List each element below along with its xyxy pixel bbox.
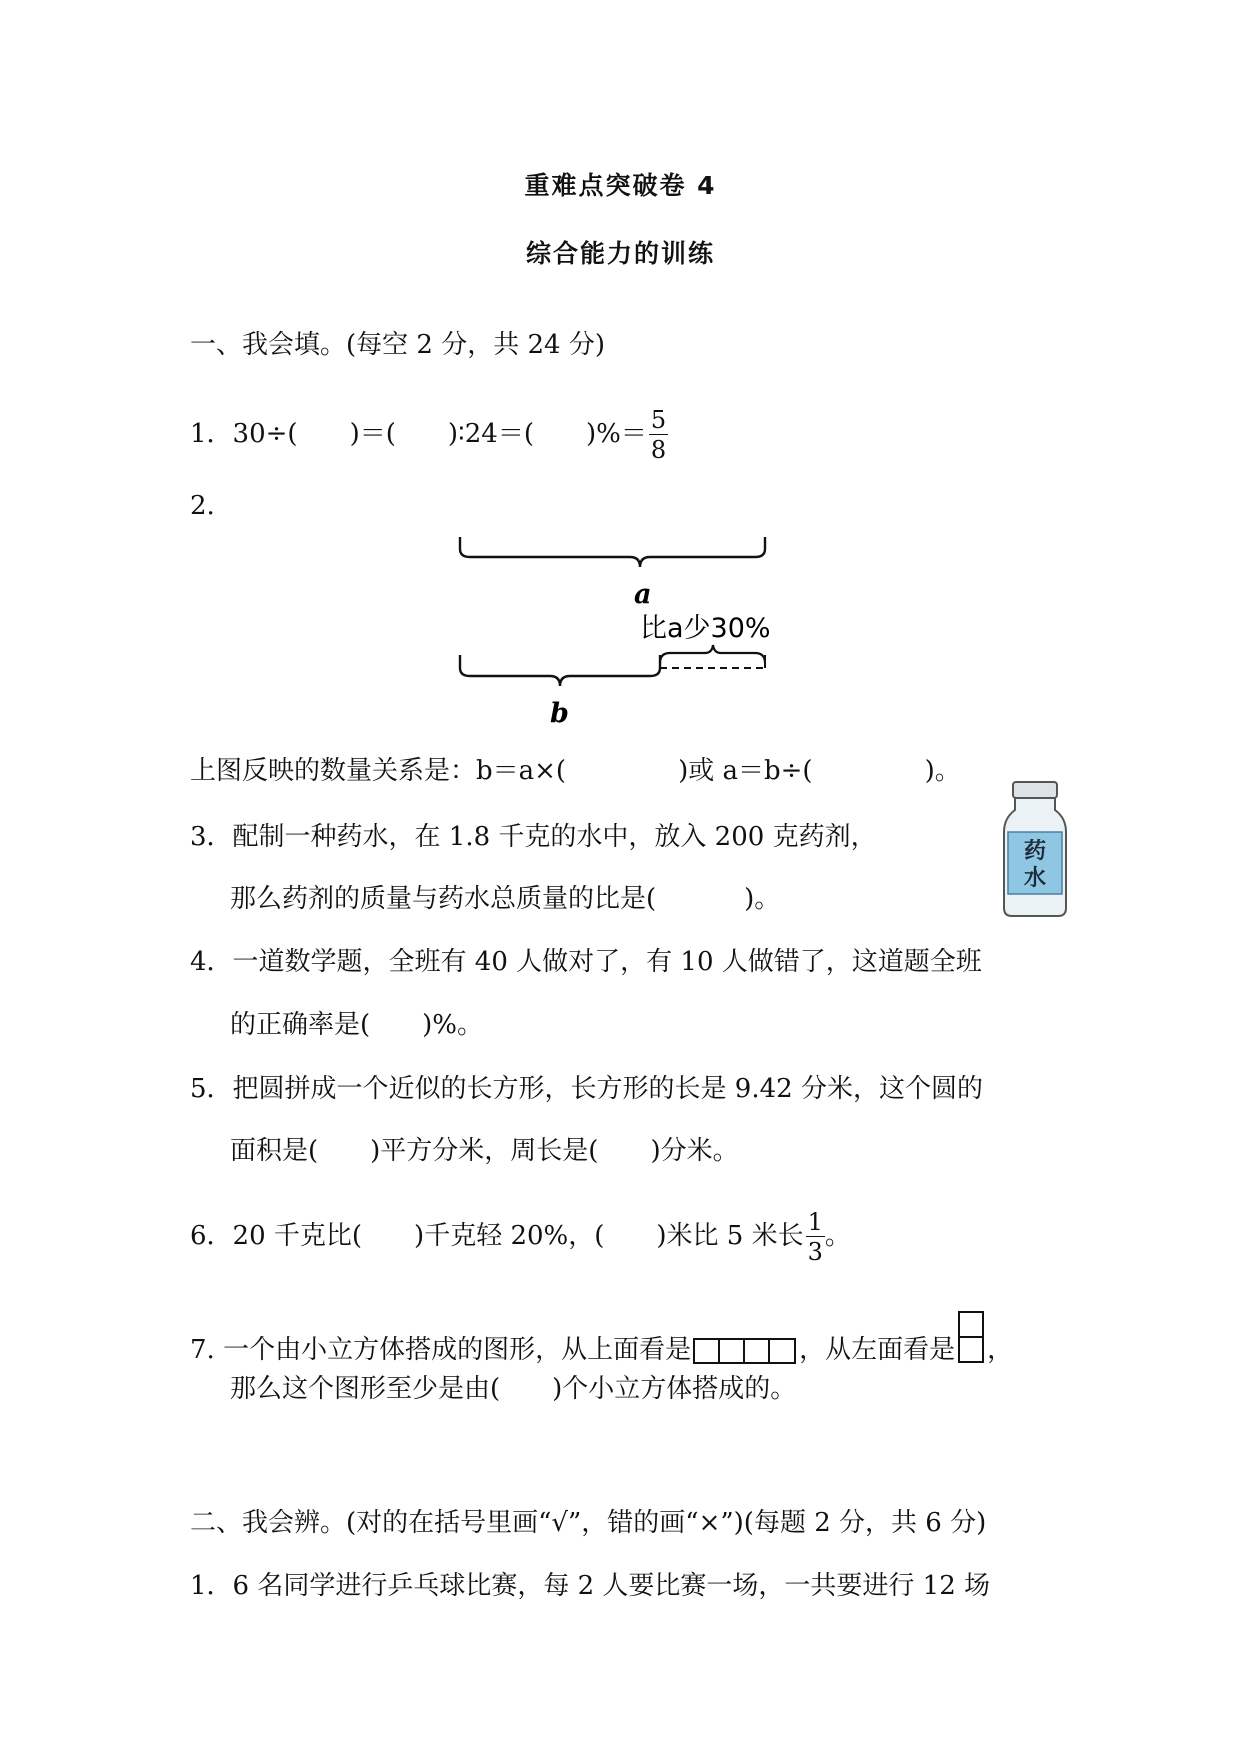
question-4-line-2	[230, 1007, 483, 1043]
q5-text-a: 面积是(	[230, 1136, 319, 1166]
question-7-line-1	[190, 1310, 1013, 1368]
q1-fraction	[649, 408, 668, 462]
brace-a	[460, 537, 765, 567]
page-title: 重难点突破卷 4	[524, 171, 717, 200]
question-7-line-2	[230, 1371, 796, 1407]
question-2-answer	[190, 753, 961, 789]
q6-text-d: 。	[824, 1221, 851, 1251]
brace-difference	[660, 645, 765, 663]
medicine-bottle-icon	[1000, 780, 1070, 920]
label-less-30-percent: 比a少30%	[640, 613, 771, 644]
question-3-line-1: 3．配制一种药水，在 1.8 千克的水中，放入 200 克药剂，	[190, 822, 877, 852]
q1-expr-b: )＝(	[349, 419, 396, 449]
q1-expr-c: )∶24＝(	[447, 419, 534, 449]
q5-text-b: )平方分米，周长是(	[370, 1136, 599, 1166]
q4-text-b: )%。	[422, 1010, 484, 1040]
q6-frac-den: 3	[807, 1238, 823, 1266]
question-6	[190, 1210, 851, 1264]
brace-b	[460, 655, 660, 686]
q7-text-d: 那么这个图形至少是由(	[230, 1374, 501, 1404]
q4-text-a: 的正确率是(	[230, 1010, 371, 1040]
bottle-label-top: 药	[1023, 839, 1047, 864]
q7-text-e: )个小立方体搭成的。	[552, 1374, 797, 1404]
line-segment-diagram	[450, 535, 780, 730]
q7-text-c: ，	[987, 1335, 1014, 1365]
q2-text-a: 上图反映的数量关系是：b＝a×(	[190, 756, 567, 786]
question-5-line-1: 5．把圆拼成一个近似的长方形，长方形的长是 9.42 分米，这个圆的	[190, 1074, 983, 1104]
q5-text-c: )分米。	[650, 1136, 739, 1166]
q7-text-b: ，从左面看是	[799, 1335, 956, 1365]
q6-text-b: )千克轻 20%，(	[414, 1221, 605, 1251]
q6-frac-num: 1	[807, 1208, 823, 1236]
question-5-line-2	[230, 1133, 739, 1169]
bottle-label-bottom: 水	[1023, 866, 1047, 891]
q1-part-a: 1．	[190, 419, 233, 449]
section2-heading: 二、我会辨。(对的在括号里画“√”，错的画“×”)(每题 2 分，共 6 分)	[190, 1508, 987, 1538]
q6-text-c: )米比 5 米长	[656, 1221, 804, 1251]
q1-frac-num: 5	[650, 406, 667, 434]
q6-text-a: 6．20 千克比(	[190, 1221, 363, 1251]
left-view-icon	[957, 1310, 985, 1364]
q3-text-a: 那么药剂的质量与药水总质量的比是(	[230, 884, 657, 914]
q1-expr-d: )%＝	[586, 419, 647, 449]
section2-question-1: 1．6 名同学进行乒乓球比赛，每 2 人要比赛一场，一共要进行 12 场	[190, 1571, 991, 1601]
top-view-icon	[693, 1337, 797, 1365]
q7-text-a: 7. 一个由小立方体搭成的图形，从上面看是	[190, 1335, 692, 1365]
section1-heading: 一、我会填。(每空 2 分，共 24 分)	[190, 330, 605, 360]
label-b: b	[550, 698, 569, 729]
q6-fraction	[806, 1210, 825, 1264]
question-4-line-1: 4．一道数学题，全班有 40 人做对了，有 10 人做错了，这道题全班	[190, 947, 982, 977]
question-1	[190, 408, 668, 462]
q1-expr-a: 30÷(	[232, 419, 298, 449]
page-subtitle: 综合能力的训练	[525, 239, 715, 268]
q2-text-b: )或 a＝b÷(	[678, 756, 813, 786]
q2-text-c: )。	[924, 756, 961, 786]
question-3-line-2	[230, 881, 780, 917]
q3-text-b: )。	[744, 884, 781, 914]
label-a: a	[634, 579, 652, 610]
q1-frac-den: 8	[650, 436, 667, 464]
question-2-number: 2.	[190, 491, 215, 521]
